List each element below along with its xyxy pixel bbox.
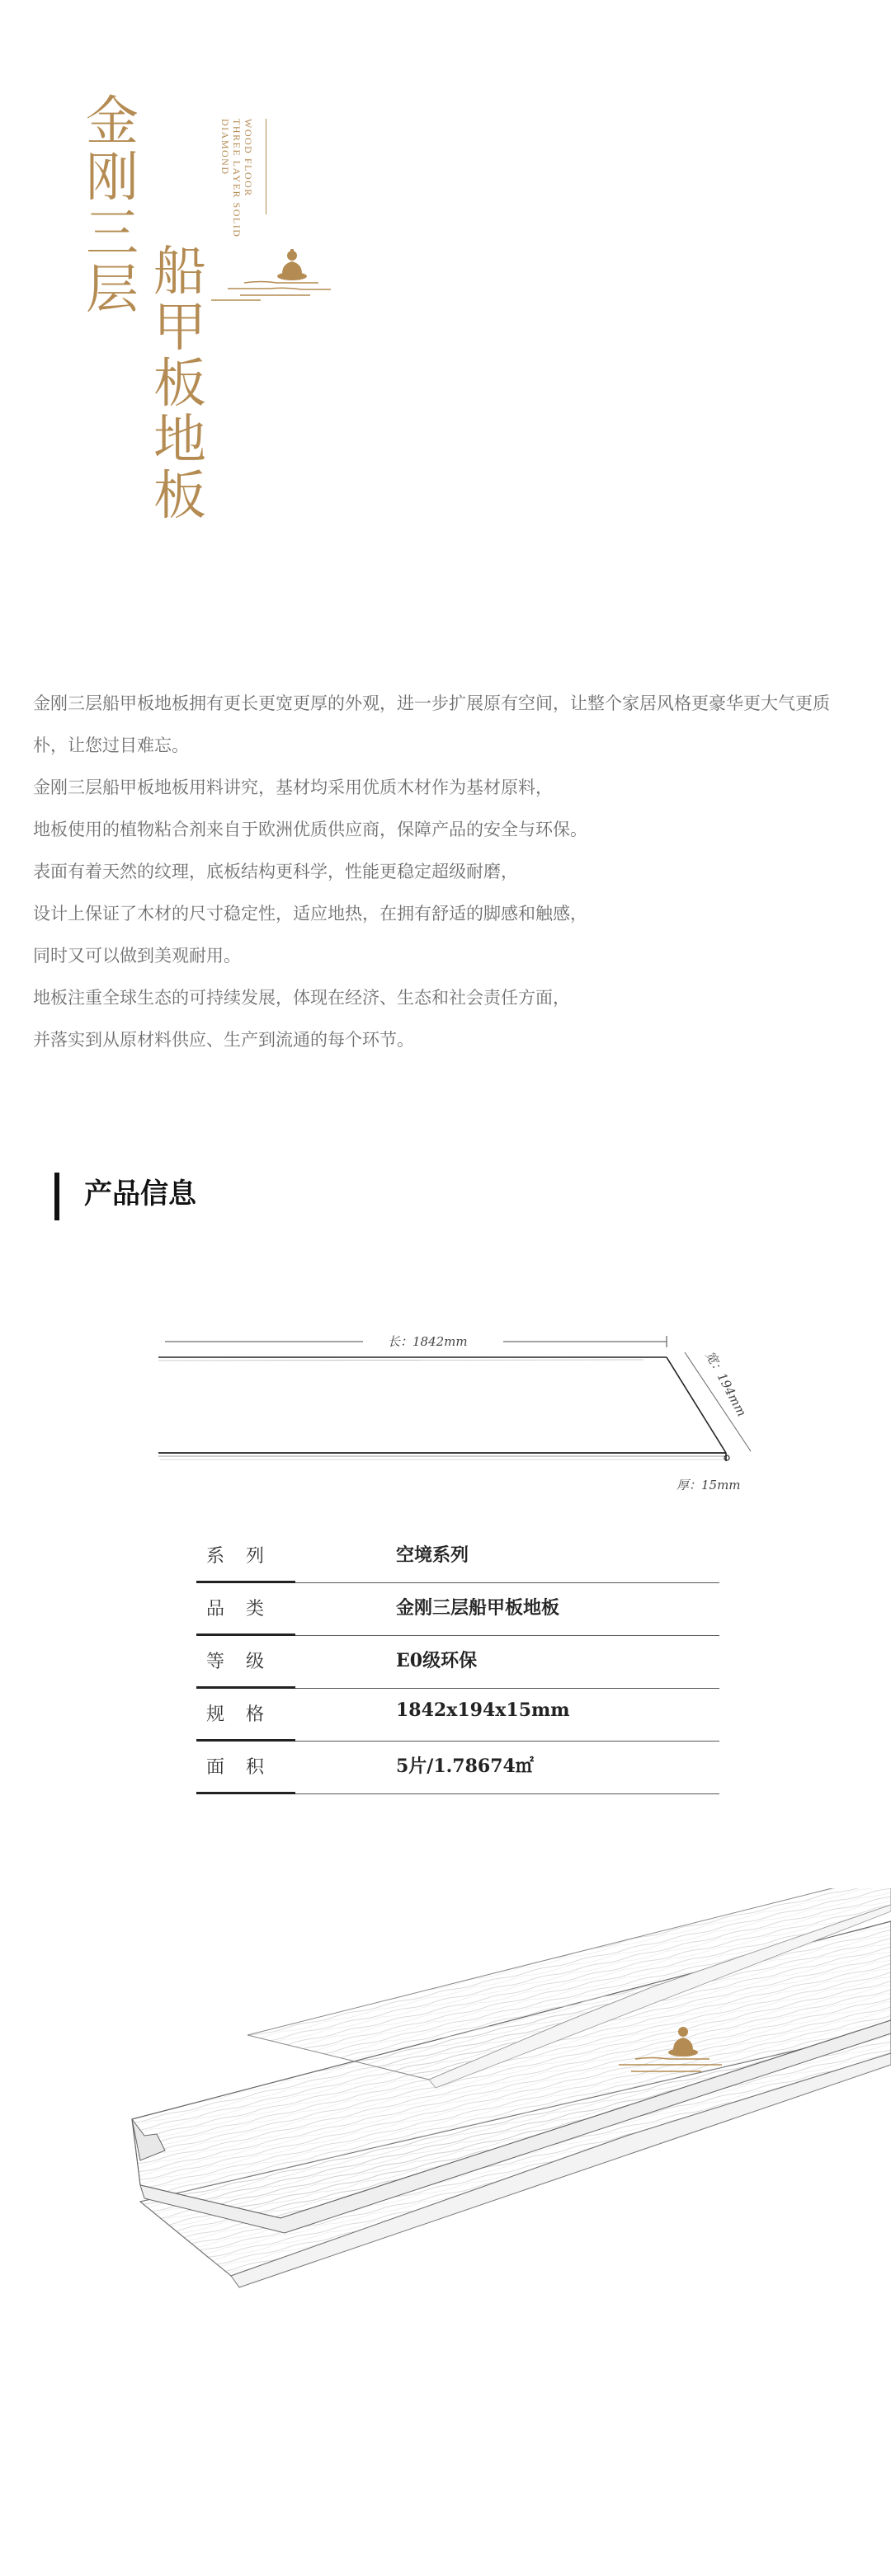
section-title: 产品信息 [84, 1178, 196, 1210]
dimension-sketch [148, 1311, 776, 1509]
intro-paragraph: 设计上保证了木材的尺寸稳定性，适应地热，在拥有舒适的脚感和触感， [33, 904, 587, 924]
english-title-line-1: DIAMOND [219, 119, 231, 176]
spec-row [196, 1636, 719, 1689]
english-title-line-2: THREE LAYER SOLID [231, 119, 243, 238]
spec-table [196, 1530, 719, 1794]
spec-row [196, 1583, 719, 1636]
spec-value: 空境系列 [396, 1544, 469, 1566]
title-char: 甲 [153, 298, 206, 359]
title-char: 刚 [86, 148, 139, 209]
title-char: 金 [86, 92, 139, 153]
floor-plank-illustration [0, 1888, 891, 2350]
title-char: 地 [153, 410, 206, 471]
title-char: 板 [153, 466, 206, 527]
spec-value: 金刚三层船甲板地板 [396, 1597, 560, 1619]
intro-paragraph: 并落实到从原材料供应、生产到流通的每个环节。 [33, 1030, 414, 1050]
width-label: 宽：194mm [702, 1348, 750, 1419]
spec-row [196, 1742, 719, 1794]
intro-paragraph: 金刚三层船甲板地板拥有更长更宽更厚的外观，进一步扩展原有空间，让整个家居风格更豪华更大气更质朴，让您过目难忘。 [33, 693, 830, 755]
intro-text [33, 683, 850, 1061]
spec-value: 1842x194x15mm [396, 1699, 570, 1721]
intro-paragraph: 同时又可以做到美观耐用。 [33, 946, 241, 966]
title-char: 板 [153, 354, 206, 415]
intro-paragraph: 金刚三层船甲板地板用料讲究，基材均采用优质木材作为基材原料， [33, 778, 553, 797]
spec-label: 系列 [206, 1546, 286, 1567]
spec-value: E0级环保 [396, 1650, 478, 1671]
buddha-logo-icon [211, 246, 335, 312]
title-char: 层 [86, 260, 139, 321]
english-title-line-3: WOOD FLOOR [243, 119, 254, 197]
section-accent-bar [54, 1173, 59, 1220]
spec-label: 面积 [206, 1757, 286, 1778]
title-char: 船 [153, 242, 206, 303]
row-divider-accent [196, 1792, 295, 1794]
spec-label: 规格 [206, 1704, 286, 1725]
spec-value: 5片/1.78674㎡ [396, 1756, 534, 1777]
title-column-2 [153, 242, 206, 527]
length-label: 长：1842mm [388, 1334, 468, 1349]
title-column-1 [86, 92, 139, 321]
intro-paragraph: 地板注重全球生态的可持续发展，体现在经济、生态和社会责任方面， [33, 988, 570, 1008]
spec-label: 品类 [206, 1599, 286, 1619]
spec-row [196, 1689, 719, 1742]
title-char: 三 [86, 204, 139, 265]
intro-paragraph: 地板使用的植物粘合剂来自于欧洲优质供应商，保障产品的安全与环保。 [33, 820, 587, 839]
intro-paragraph: 表面有着天然的纹理，底板结构更科学，性能更稳定超级耐磨， [33, 862, 518, 881]
thickness-label: 厚：15mm [676, 1478, 741, 1492]
spec-label: 等级 [206, 1652, 286, 1672]
spec-row [196, 1530, 719, 1583]
